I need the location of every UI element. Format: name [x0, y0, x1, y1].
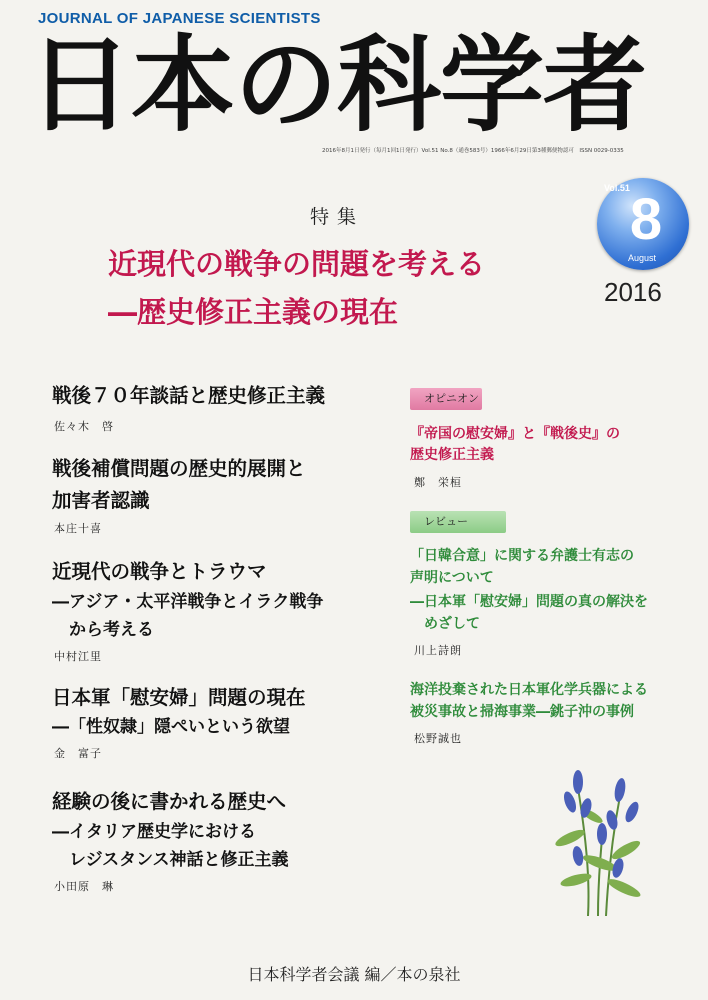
sidebar-article-title: 海洋投棄された日本軍化学兵器による: [410, 682, 648, 698]
journal-english-title: JOURNAL OF JAPANESE SCIENTISTS: [38, 10, 321, 27]
opinion-badge: オピニオン: [410, 388, 482, 410]
publication-fine-print: 2016年8月1日発行（毎月1回1日発行）Vol.51 No.8（通巻583号）1966年6月29日第3種郵便物認可 ISSN 0029-0335: [322, 148, 624, 154]
article-subtitle: から考える: [52, 620, 154, 640]
opinion-author: 鄭 栄桓: [414, 476, 462, 489]
article-title: 戦後７０年談話と歴史修正主義: [52, 384, 326, 407]
review-title: 声明について: [410, 570, 494, 586]
article-author: 中村江里: [54, 650, 102, 663]
article-subtitle: ―「性奴隷」隠ぺいという欲望: [52, 717, 290, 737]
opinion-title: 『帝国の慰安婦』と『戦後史』の: [410, 426, 620, 442]
feature-label: 特集: [310, 206, 365, 228]
article-author: 小田原 琳: [54, 880, 114, 893]
article-title: 戦後補償問題の歴史的展開と: [52, 457, 306, 480]
review-badge: レビュー: [410, 511, 506, 533]
review-author: 川上詩朗: [414, 644, 462, 657]
sidebar-article-author: 松野誠也: [414, 732, 462, 745]
issue-volume: Vol.51: [604, 183, 630, 193]
opinion-title: 歴史修正主義: [410, 447, 494, 463]
article-subtitle: レジスタンス神話と修正主義: [52, 850, 289, 870]
review-title: ―日本軍「慰安婦」問題の真の解決を: [410, 594, 648, 610]
review-title: めざして: [410, 616, 480, 632]
article-author: 佐々木 啓: [54, 420, 114, 433]
article-title: 近現代の戦争とトラウマ: [52, 560, 267, 583]
journal-title: 日本の科学者: [28, 23, 647, 146]
article-author: 金 富子: [54, 747, 102, 760]
article-title: 日本軍「慰安婦」問題の現在: [52, 686, 306, 709]
sidebar-article-title: 被災事故と掃海事業―銚子沖の事例: [410, 704, 634, 720]
feature-subtitle: ―歴史修正主義の現在: [108, 295, 399, 329]
publisher: 日本科学者会議 編／本の泉社: [247, 965, 461, 984]
gentian-flower-illustration: [548, 768, 658, 916]
article-title: 加害者認識: [52, 489, 150, 512]
review-title: 「日韓合意」に関する弁護士有志の: [410, 548, 634, 564]
article-title: 経験の後に書かれる歴史へ: [52, 790, 287, 813]
feature-title: 近現代の戦争の問題を考える: [108, 247, 486, 281]
article-author: 本庄十喜: [54, 522, 102, 535]
issue-month: August: [628, 253, 657, 263]
article-subtitle: ―アジア・太平洋戦争とイラク戦争: [52, 592, 324, 612]
article-subtitle: ―イタリア歴史学における: [52, 822, 256, 842]
issue-number: 8: [629, 187, 663, 252]
issue-year: 2016: [604, 277, 662, 307]
